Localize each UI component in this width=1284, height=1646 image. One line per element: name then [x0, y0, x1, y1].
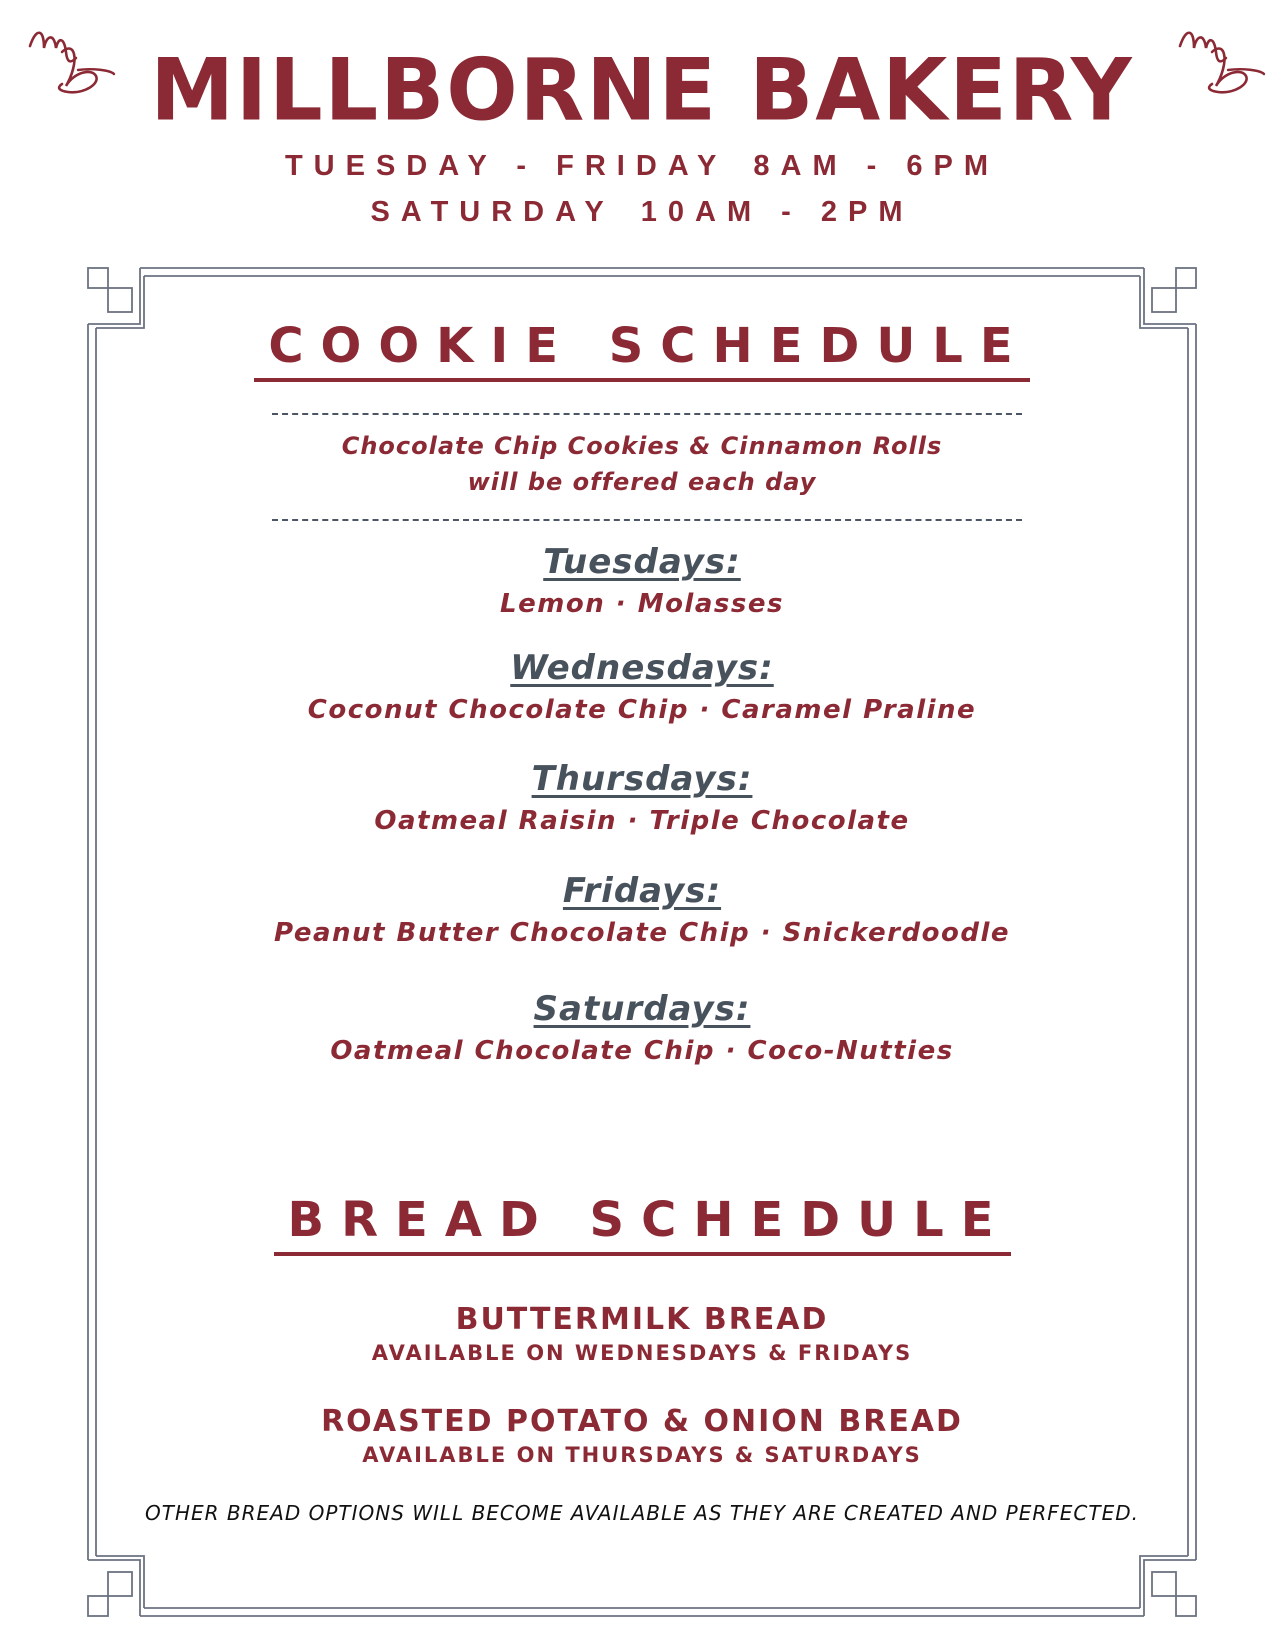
bread-item-buttermilk [0, 1301, 1284, 1367]
bread-schedule-title [0, 1190, 1284, 1256]
day-heading-text: Tuesdays: [543, 542, 741, 582]
hours-saturday [0, 194, 1284, 230]
bread-name: ROASTED POTATO & ONION BREAD [321, 1404, 963, 1439]
day-heading [0, 870, 1284, 912]
day-heading [0, 758, 1284, 800]
bread-options-note: OTHER BREAD OPTIONS WILL BECOME AVAILABLE AS THEY ARE CREATED AND PERFECTED. [145, 1501, 1139, 1525]
cookie-schedule-title [0, 316, 1284, 382]
bread-item-potato-onion [0, 1403, 1284, 1469]
day-heading [0, 988, 1284, 1030]
dashed-divider-top [272, 413, 1022, 415]
cookie-day-friday [0, 870, 1284, 952]
day-cookie-items: Lemon · Molasses [500, 589, 784, 619]
daily-offer-note [0, 428, 1284, 500]
day-cookie-items: Coconut Chocolate Chip · Caramel Praline [307, 695, 977, 725]
day-heading-text: Wednesdays: [510, 648, 774, 688]
cookie-day-wednesday [0, 647, 1284, 729]
day-heading-text: Thursdays: [531, 759, 753, 799]
hours-saturday-time: 10AM - 2PM [640, 196, 914, 228]
hours-weekday [0, 148, 1284, 184]
day-cookie-items: Peanut Butter Chocolate Chip · Snickerdoodle [274, 918, 1010, 948]
bread-availability: AVAILABLE ON THURSDAYS & SATURDAYS [362, 1443, 922, 1467]
cookie-day-thursday [0, 758, 1284, 840]
cookie-schedule-title-text: COOKIE SCHEDULE [254, 316, 1029, 382]
day-heading-text: Fridays: [562, 871, 722, 911]
daily-offer-line1: Chocolate Chip Cookies & Cinnamon Rolls [341, 432, 943, 460]
bread-name: BUTTERMILK BREAD [455, 1302, 829, 1337]
cookie-day-saturday [0, 988, 1284, 1070]
hours-weekday-time: 8AM - 6PM [753, 150, 1000, 182]
hours-saturday-days: SATURDAY [370, 196, 615, 228]
day-cookie-items: Oatmeal Raisin · Triple Chocolate [374, 806, 910, 836]
day-heading [0, 541, 1284, 583]
hours-weekday-days: TUESDAY - FRIDAY [284, 150, 728, 182]
bread-schedule-title-text: BREAD SCHEDULE [274, 1190, 1011, 1256]
daily-offer-line2: will be offered each day [467, 468, 817, 496]
bakery-title: MILLBORNE BAKERY [150, 40, 1134, 140]
bread-availability: AVAILABLE ON WEDNESDAYS & FRIDAYS [371, 1341, 913, 1365]
cookie-day-tuesday [0, 541, 1284, 623]
day-cookie-items: Oatmeal Chocolate Chip · Coco-Nutties [330, 1036, 954, 1066]
dashed-divider-bottom [272, 519, 1022, 521]
day-heading-text: Saturdays: [533, 989, 751, 1029]
day-heading [0, 647, 1284, 689]
